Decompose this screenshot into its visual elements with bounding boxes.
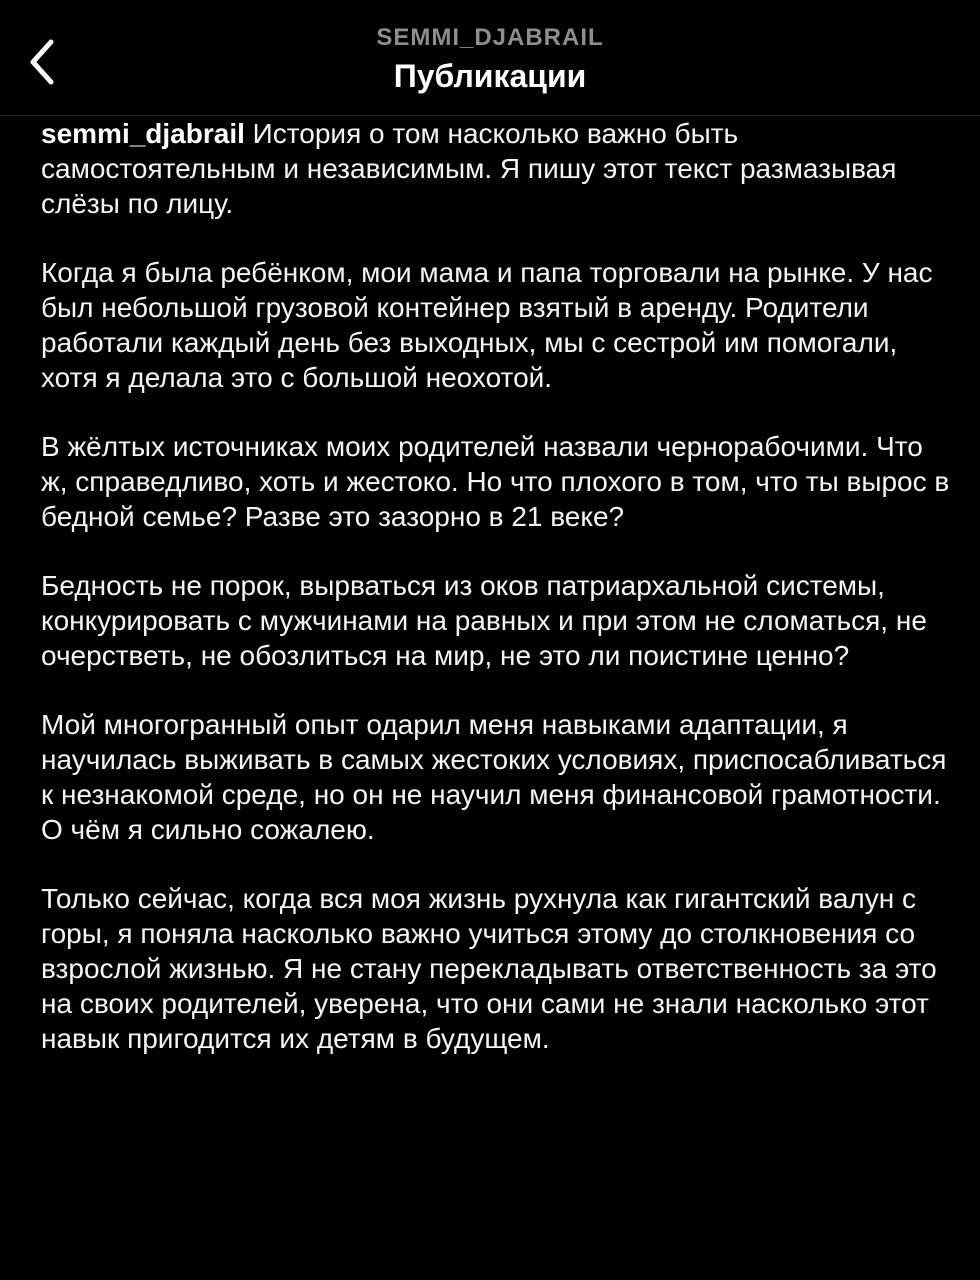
post-caption — [41, 116, 951, 1090]
page-title: Публикации — [393, 58, 587, 94]
caption-text: История о том насколько важно быть самостоятельным и независимым. Я пишу этот текст размазывая слёзы по лицу. — [41, 118, 897, 219]
caption-paragraph: Только сейчас, когда вся моя жизнь рухнула как гигантский валун с горы, я поняла насколько важно учиться этому до столкновения со взрослой жизнью. Я не стану перекладывать ответственность за это на своих родителей, уверена, что они сами не знали насколько этот навык пригодится их детям в будущем. — [41, 883, 937, 1054]
username-link[interactable]: semmi_djabrail — [41, 118, 245, 149]
top-bar — [0, 0, 980, 116]
caption-paragraph — [41, 116, 951, 221]
caption-paragraph: В жёлтых источниках моих родителей назвали чернорабочими. Что ж, справедливо, хоть и жестоко. Но что плохого в том, что ты вырос в бедной семье? Разве это зазорно в 21 веке? — [41, 431, 950, 532]
caption-paragraph: Бедность не порок, вырваться из оков патриархальной системы, конкурировать с мужчинами на равных и при этом не сломаться, не очерстветь, не обозлиться на мир, не это ли поистине ценно? — [41, 570, 927, 671]
caption-paragraph: Мой многогранный опыт одарил меня навыками адаптации, я научилась выживать в самых жестоких условиях, приспосабливаться к незнакомой среде, но он не научил меня финансовой грамотности. О чём я сильно сожалею. — [41, 709, 947, 845]
account-name[interactable]: SEMMI_DJABRAIL — [376, 24, 604, 51]
caption-paragraph: Когда я была ребёнком, мои мама и папа торговали на рынке. У нас был небольшой грузовой контейнер взятый в аренду. Родители работали каждый день без выходных, мы с сестрой им помогали, хотя я делала это с большой неохотой. — [41, 257, 933, 393]
